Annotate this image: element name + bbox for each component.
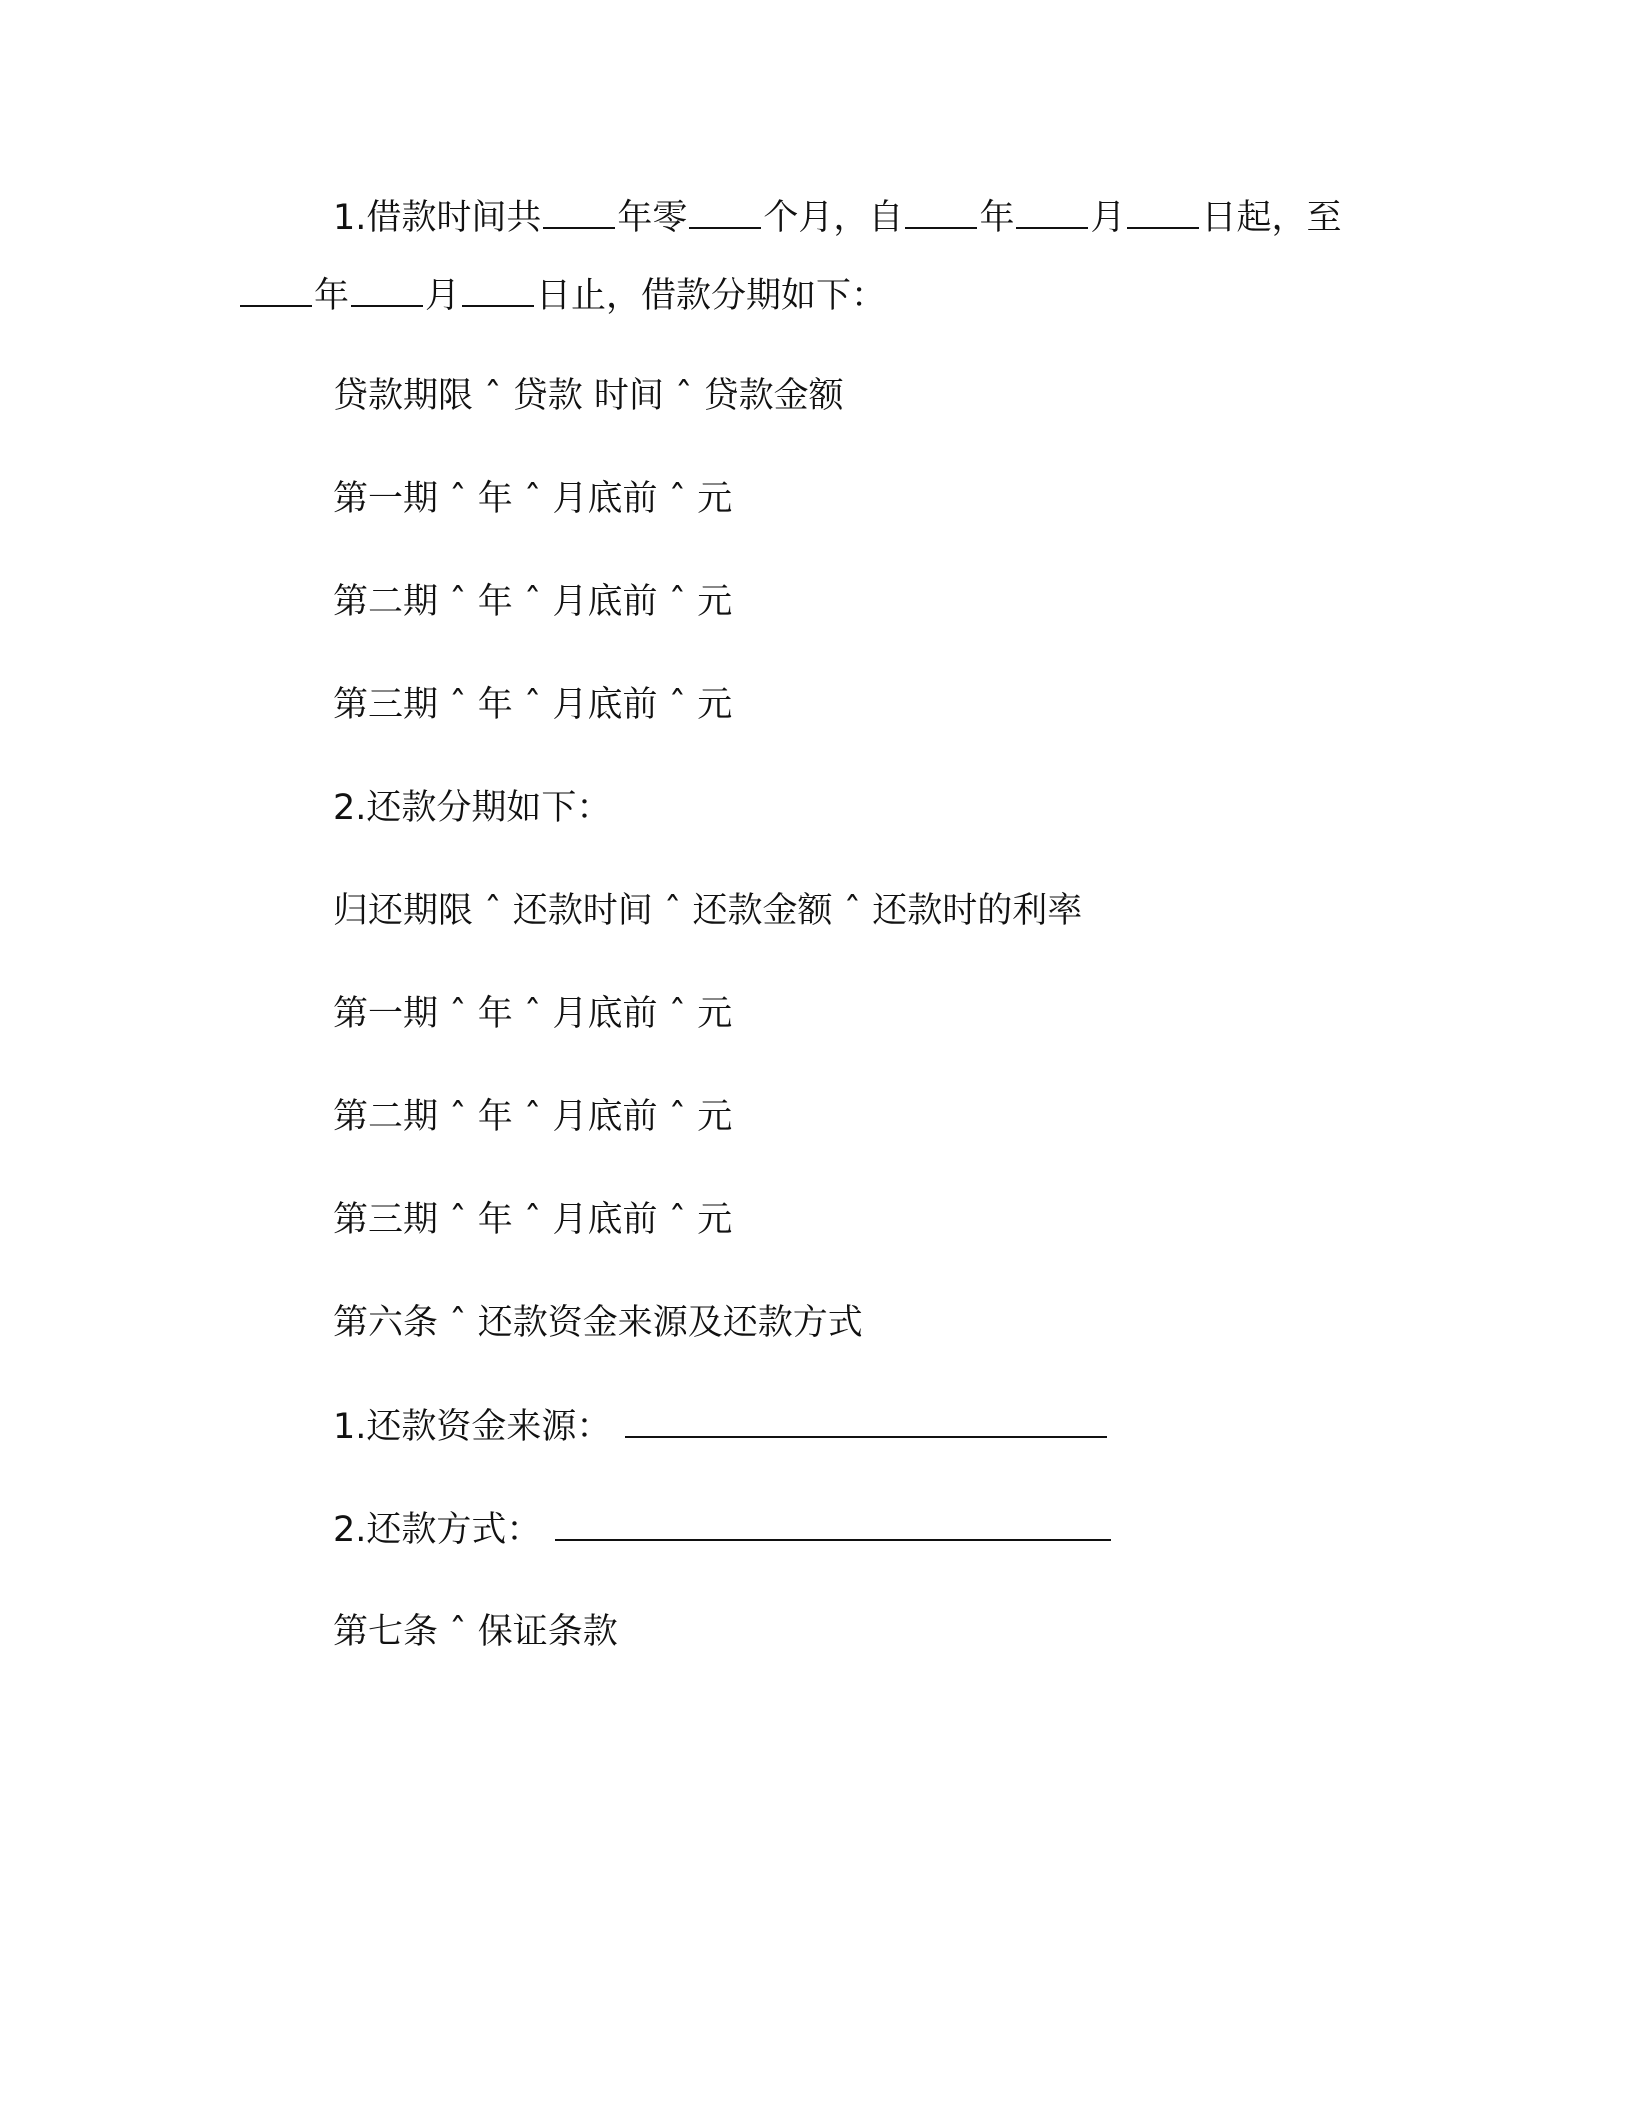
blank-field[interactable]	[240, 271, 312, 307]
repayment-schedule-heading: 2.还款分期如下：	[333, 788, 612, 828]
blank-field[interactable]	[462, 271, 534, 307]
text: 日止，借款分期如下：	[536, 276, 887, 316]
repay-table-row: 第二期 ˆ 年 ˆ 月底前 ˆ 元	[333, 1097, 733, 1137]
repayment-method-label: 2.还款方式：	[333, 1510, 542, 1550]
repay-table-header: 归还期限 ˆ 还款时间 ˆ 还款金额 ˆ 还款时的利率	[333, 891, 1083, 931]
repayment-source-label: 1.还款资金来源：	[333, 1407, 612, 1447]
loan-period-line-1	[333, 193, 1341, 242]
blank-field[interactable]	[1127, 193, 1199, 229]
article-6-title: 第六条 ˆ 还款资金来源及还款方式	[333, 1303, 863, 1343]
blank-field[interactable]	[905, 193, 977, 229]
repayment-method-line	[333, 1505, 1113, 1554]
blank-field[interactable]	[351, 271, 423, 307]
text: 年零	[617, 198, 688, 238]
loan-period-line-2	[238, 271, 886, 320]
repay-table-row: 第一期 ˆ 年 ˆ 月底前 ˆ 元	[333, 994, 733, 1034]
text: 个月，自	[763, 198, 904, 238]
text: 日起，至	[1201, 198, 1342, 238]
loan-table-header: 贷款期限 ˆ 贷款 时间 ˆ 贷款金额	[333, 376, 844, 416]
text: 年	[314, 276, 350, 316]
blank-field[interactable]	[543, 193, 615, 229]
loan-table-row: 第二期 ˆ 年 ˆ 月底前 ˆ 元	[333, 582, 733, 622]
loan-table-row: 第一期 ˆ 年 ˆ 月底前 ˆ 元	[333, 479, 733, 519]
repay-table-row: 第三期 ˆ 年 ˆ 月底前 ˆ 元	[333, 1200, 733, 1240]
blank-field[interactable]	[689, 193, 761, 229]
text: 月	[1090, 198, 1126, 238]
text: 1.借款时间共	[333, 198, 542, 238]
repayment-source-field[interactable]	[625, 1402, 1107, 1438]
repayment-method-field[interactable]	[555, 1505, 1111, 1541]
blank-field[interactable]	[1016, 193, 1088, 229]
text: 年	[979, 198, 1015, 238]
article-7-title: 第七条 ˆ 保证条款	[333, 1612, 618, 1652]
text: 月	[425, 276, 461, 316]
loan-table-row: 第三期 ˆ 年 ˆ 月底前 ˆ 元	[333, 685, 733, 725]
repayment-source-line	[333, 1402, 1109, 1451]
